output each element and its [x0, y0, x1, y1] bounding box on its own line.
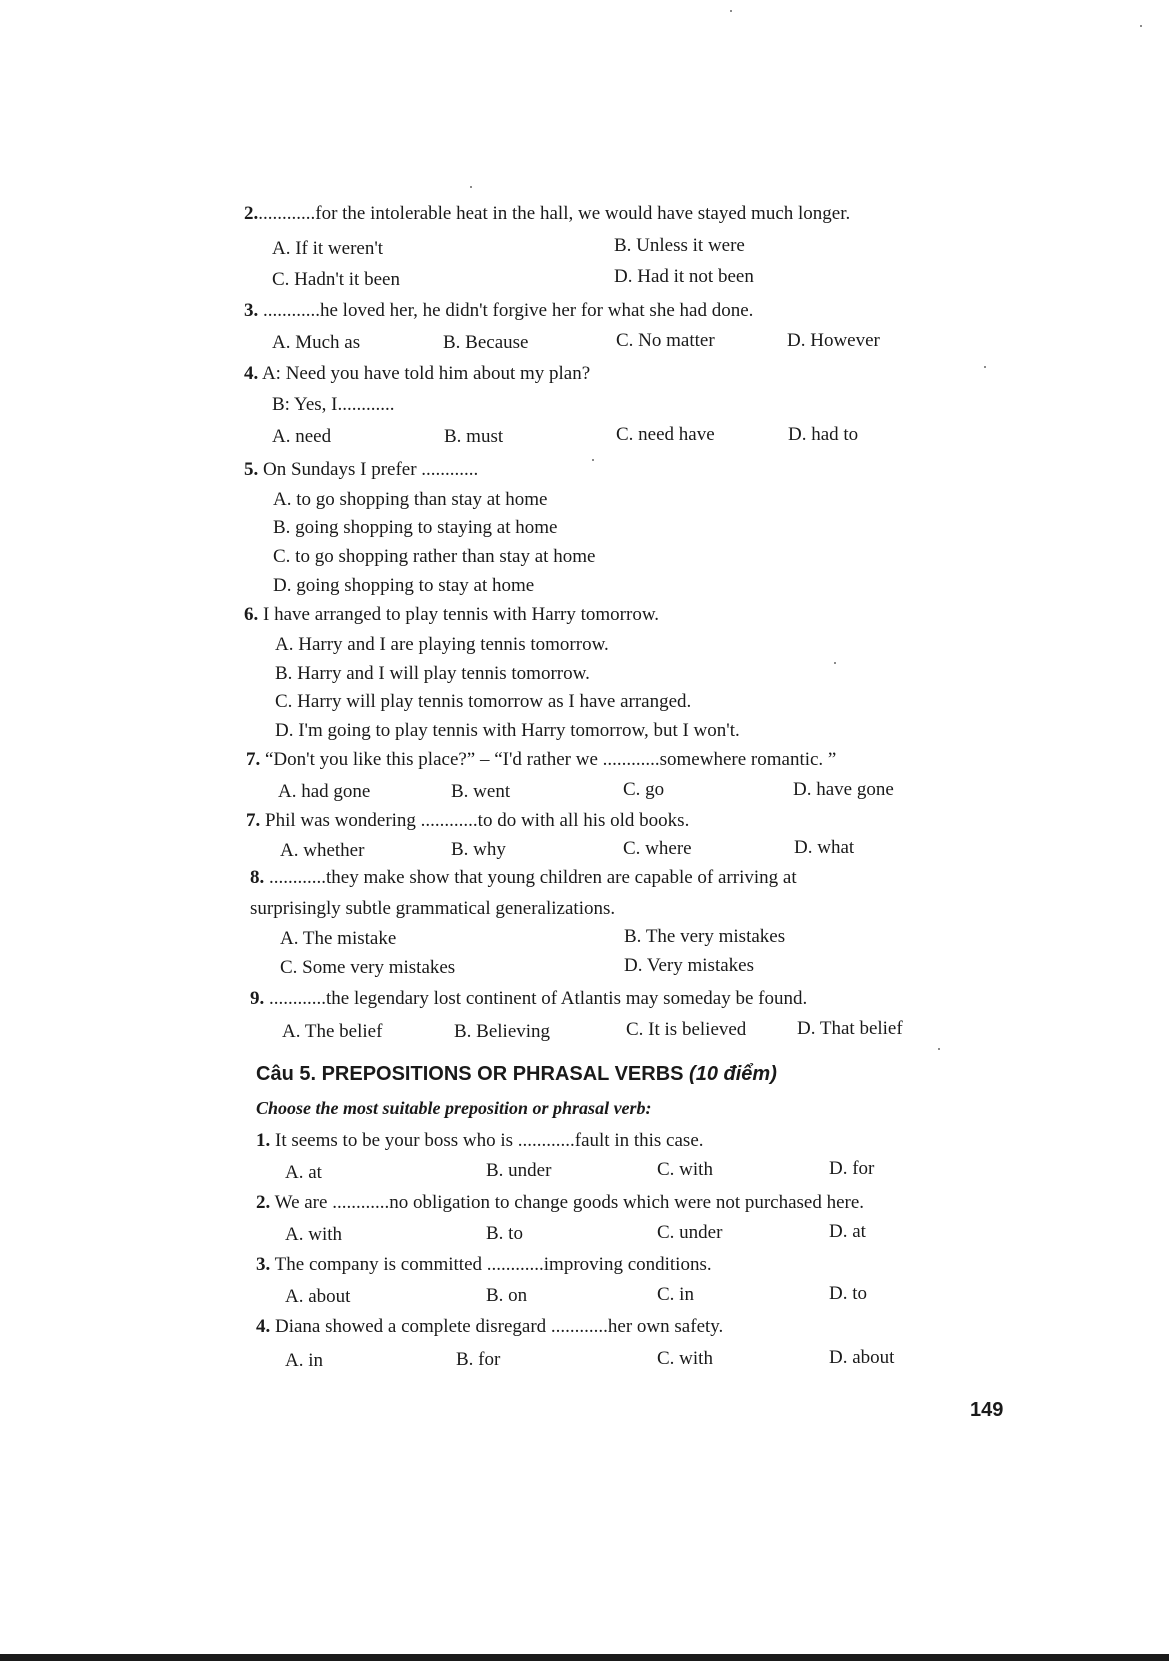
- option-a: A. Much as: [272, 332, 361, 353]
- option-d: D. I'm going to play tennis with Harry tomorrow, but I won't.: [275, 720, 740, 741]
- question-number: 5.: [244, 459, 259, 480]
- question-text: ............for the intolerable heat in the hall, we would have stayed much longer.: [258, 203, 851, 224]
- option-c: C. Some very mistakes: [280, 957, 456, 978]
- scan-speck: [592, 459, 594, 461]
- option-c: C. with: [657, 1348, 713, 1369]
- option-b: B. Harry and I will play tennis tomorrow.: [275, 663, 590, 684]
- question-number: 8.: [250, 867, 265, 888]
- option-c: C. Harry will play tennis tomorrow as I have arranged.: [275, 691, 692, 712]
- option-a: A. The mistake: [280, 928, 397, 949]
- question-6: [244, 603, 659, 627]
- option-b: B. for: [456, 1349, 501, 1370]
- option-d: D. what: [794, 837, 855, 858]
- question-5: [244, 458, 478, 482]
- option-b: B. Unless it were: [614, 235, 745, 256]
- scan-edge-bar: [0, 1654, 1169, 1661]
- option-d: D. Had it not been: [614, 266, 754, 287]
- option-a: A. whether: [280, 840, 365, 861]
- question-number: 7.: [246, 749, 261, 770]
- question-number: 9.: [250, 988, 265, 1009]
- question-number: 3.: [244, 300, 259, 321]
- question-text: “Don't you like this place?” – “I'd rather we ............somewhere romantic. ”: [260, 749, 837, 770]
- question-number: 6.: [244, 604, 259, 625]
- option-b: B. went: [451, 781, 511, 802]
- question-7b: [246, 809, 689, 833]
- question-text: It seems to be your boss who is ............fault in this case.: [270, 1130, 704, 1151]
- question-p3: [256, 1253, 712, 1277]
- option-d: D. about: [829, 1347, 895, 1368]
- scan-speck: [984, 366, 986, 368]
- question-8-line-2: surprisingly subtle grammatical generalizations.: [250, 898, 616, 919]
- question-number: 4.: [256, 1316, 271, 1337]
- option-c: C. in: [657, 1284, 694, 1305]
- question-text: We are ............no obligation to change goods which were not purchased here.: [270, 1192, 865, 1213]
- question-number: 3.: [256, 1254, 271, 1275]
- page-number: 149: [970, 1399, 1004, 1421]
- option-d: D. at: [829, 1221, 866, 1242]
- question-text: ............they make show that young children are capable of arriving at: [264, 867, 797, 888]
- question-text: On Sundays I prefer ............: [258, 459, 479, 480]
- option-c: C. No matter: [616, 330, 715, 351]
- option-c: C. with: [657, 1159, 713, 1180]
- option-a: A. in: [285, 1350, 323, 1371]
- option-c: C. under: [657, 1222, 723, 1243]
- question-text: I have arranged to play tennis with Harry tomorrow.: [258, 604, 660, 625]
- question-9: [250, 987, 807, 1011]
- option-b: B. Because: [443, 332, 529, 353]
- option-a: A. The belief: [282, 1021, 383, 1042]
- option-a: A. Harry and I are playing tennis tomorrow.: [275, 634, 609, 655]
- option-a: A. had gone: [278, 781, 371, 802]
- option-a: A. with: [285, 1224, 342, 1245]
- option-d: D. However: [787, 330, 880, 351]
- question-p4: [256, 1315, 723, 1339]
- option-a: A. to go shopping than stay at home: [273, 489, 548, 510]
- option-a: A. about: [285, 1286, 351, 1307]
- option-b: B. on: [486, 1285, 528, 1306]
- question-text: The company is committed ............improving conditions.: [270, 1254, 712, 1275]
- option-d: D. have gone: [793, 779, 894, 800]
- option-d: D. to: [829, 1283, 867, 1304]
- question-text: Phil was wondering ............to do with all his old books.: [260, 810, 690, 831]
- question-number: 2.: [244, 203, 259, 224]
- option-d: D. had to: [788, 424, 859, 445]
- option-c: C. need have: [616, 424, 715, 445]
- question-number: 2.: [256, 1192, 271, 1213]
- option-b: B. going shopping to staying at home: [273, 517, 558, 538]
- question-p2: [256, 1191, 864, 1215]
- option-b: B. under: [486, 1160, 552, 1181]
- question-8: [250, 866, 797, 890]
- question-text: ............he loved her, he didn't forgive her for what she had done.: [258, 300, 754, 321]
- question-text: Diana showed a complete disregard ............her own safety.: [270, 1316, 724, 1337]
- question-7a: [246, 748, 836, 772]
- question-number: 7.: [246, 810, 261, 831]
- scan-speck: [834, 662, 836, 664]
- option-a: A. If it weren't: [272, 238, 384, 259]
- question-2: [244, 202, 850, 226]
- section-points: (10 điểm): [689, 1063, 777, 1085]
- option-c: C. where: [623, 838, 692, 859]
- option-c: C. to go shopping rather than stay at home: [273, 546, 596, 567]
- question-4-line-2: B: Yes, I............: [272, 394, 395, 415]
- option-d: D. Very mistakes: [624, 955, 754, 976]
- option-a: A. at: [285, 1162, 322, 1183]
- question-text: ............the legendary lost continent of Atlantis may someday be found.: [264, 988, 808, 1009]
- option-b: B. must: [444, 426, 504, 447]
- question-4: [244, 362, 590, 386]
- question-p1: [256, 1129, 704, 1153]
- option-b: B. The very mistakes: [624, 926, 786, 947]
- scan-speck: [730, 10, 732, 12]
- section-heading: [256, 1061, 777, 1087]
- option-c: C. Hadn't it been: [272, 269, 400, 290]
- scan-speck: [938, 1048, 940, 1050]
- option-b: B. why: [451, 839, 506, 860]
- option-b: B. Believing: [454, 1021, 551, 1042]
- option-c: C. go: [623, 779, 665, 800]
- section-title: Câu 5. PREPOSITIONS OR PHRASAL VERBS: [256, 1063, 690, 1085]
- question-3: [244, 299, 753, 323]
- option-d: D. for: [829, 1158, 875, 1179]
- option-c: C. It is believed: [626, 1019, 747, 1040]
- option-d: D. That belief: [797, 1018, 903, 1039]
- option-b: B. to: [486, 1223, 523, 1244]
- question-number: 4.: [244, 363, 259, 384]
- question-number: 1.: [256, 1130, 271, 1151]
- scan-speck: [1140, 25, 1142, 27]
- question-text: A: Need you have told him about my plan?: [258, 363, 591, 384]
- scan-speck: [470, 186, 472, 188]
- option-a: A. need: [272, 426, 332, 447]
- section-instruction: Choose the most suitable preposition or phrasal verb:: [256, 1098, 652, 1118]
- option-d: D. going shopping to stay at home: [273, 575, 535, 596]
